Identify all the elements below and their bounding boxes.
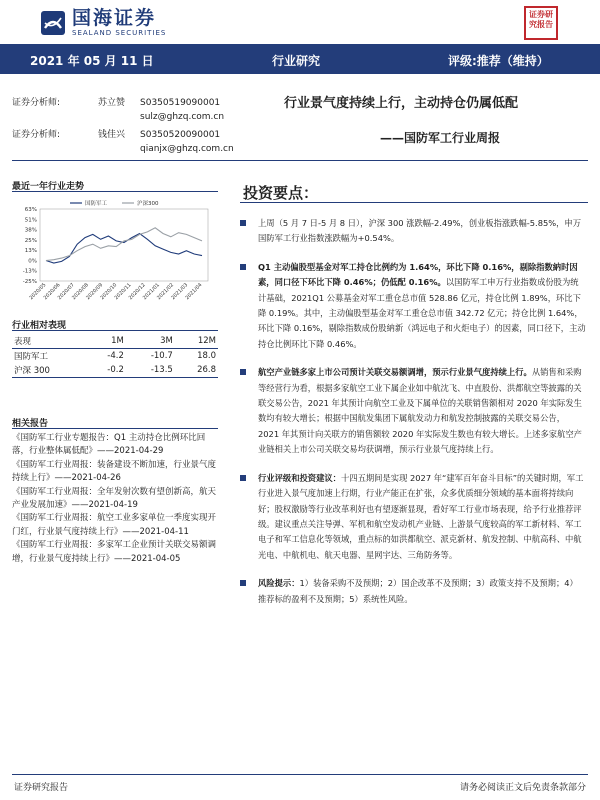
trend-chart bbox=[12, 197, 212, 309]
report-link-text[interactable]: 《国防军工行业专题报告：Q1 主动持仓比例环比回落，行业整体属低配》 bbox=[12, 433, 206, 457]
table-header-cell: 3M bbox=[126, 334, 175, 349]
analyst-row-1 bbox=[12, 96, 234, 110]
related-report-item[interactable] bbox=[12, 486, 220, 513]
seal-text: 证券研究报告 bbox=[529, 10, 553, 29]
logo-mark-icon bbox=[40, 10, 66, 36]
table-cell: 18.0 bbox=[197, 351, 216, 361]
point-lead: 航空产业链多家上市公司预计关联交易额调增，预示行业景气度持续上行。 bbox=[258, 367, 532, 378]
table-row bbox=[12, 363, 218, 378]
report-category: 行业研究 bbox=[272, 54, 321, 68]
y-tick-label: 51% bbox=[24, 217, 37, 224]
plot-frame bbox=[40, 209, 208, 281]
related-reports-list bbox=[12, 432, 220, 566]
bullet-square-icon bbox=[240, 580, 246, 586]
reports-section-title: 相关报告 bbox=[12, 419, 49, 429]
x-tick-label: 2021/03 bbox=[170, 282, 190, 302]
divider bbox=[12, 160, 588, 161]
y-tick-label: -13% bbox=[22, 268, 37, 275]
bullet-square-icon bbox=[240, 264, 246, 270]
series-line-2 bbox=[46, 228, 202, 261]
report-link-date: ——2021-04-05 bbox=[114, 553, 181, 564]
divider bbox=[12, 191, 218, 192]
logo-name-cn: 国海证券 bbox=[72, 7, 157, 29]
x-tick-label: 2021/01 bbox=[141, 282, 161, 302]
analyst-cert: S0350519090001 bbox=[140, 98, 221, 108]
report-link-date: ——2021-04-29 bbox=[97, 446, 164, 457]
x-tick-label: 2020/08 bbox=[71, 282, 90, 302]
analyst-role: 证券分析师: bbox=[12, 130, 61, 140]
point-body: 上周（5 月 7 日-5 月 8 日），沪深 300 涨跌幅-2.49%，创业板指涨跌幅-5.85%，申万国防军工行业指数涨跌幅为+0.54%。 bbox=[258, 218, 582, 244]
point-item bbox=[240, 365, 586, 457]
legend-label: 沪深300 bbox=[137, 201, 159, 207]
x-tick-label: 2020/07 bbox=[56, 282, 76, 302]
point-item bbox=[240, 471, 586, 563]
point-text bbox=[258, 365, 586, 457]
report-date: 2021 年 05 月 11 日 bbox=[30, 54, 154, 68]
footer-left: 证券研究报告 bbox=[14, 783, 69, 793]
x-tick-label: 2021/02 bbox=[156, 282, 176, 302]
report-link-text[interactable]: 《国防军工行业周报：装备建设不断加速，行业景气度持续上行》 bbox=[12, 459, 217, 484]
perf-section-title: 行业相对表现 bbox=[12, 321, 67, 331]
table-cell: -0.2 bbox=[87, 363, 126, 378]
point-body: 十四五期间是实现 2027 年“建军百年奋斗目标”的关键时期，军工行业进入景气度加速上行期，行业产能正在扩张，众多优质细分领域的基本面将持续向好；股权激励等行业改革利好也有望逐渐显现，看好军工行业市场表现，给予行业推荐评级。建议重点关注导弹、军机和航空发动机产业链、上游景气度较高的军工新材料、军工电子和军工信息化等领域，重点标的如洪都航空、派克新材、航发控制、中航高科、中航光电、中航机电、航天电器、星网宇达、三角防务等。 bbox=[258, 472, 584, 560]
point-text bbox=[258, 471, 586, 563]
report-link-date: ——2021-04-19 bbox=[71, 500, 138, 511]
report-seal bbox=[524, 6, 558, 40]
table-header-cell: 1M bbox=[87, 334, 126, 349]
table-header-cell: 12M bbox=[175, 334, 218, 349]
bullet-square-icon bbox=[240, 220, 246, 226]
y-tick-label: 13% bbox=[24, 248, 37, 255]
report-link-text[interactable]: 《国防军工行业周报：全年发射次数有望创新高，航天产业发展加速》 bbox=[12, 486, 217, 511]
analyst-block bbox=[12, 96, 234, 156]
legend-label: 国防军工 bbox=[85, 201, 108, 207]
logo-name-en: SEALAND SECURITIES bbox=[72, 29, 167, 37]
report-link-date: ——2021-04-11 bbox=[122, 526, 189, 537]
point-lead: 行业评级和投资建议： bbox=[258, 472, 341, 483]
analyst-name: 苏立赞 bbox=[98, 98, 126, 108]
x-tick-label: 2020/09 bbox=[85, 282, 105, 302]
divider bbox=[12, 330, 218, 331]
chart-series bbox=[46, 228, 202, 263]
chart-section-title: 最近一年行业走势 bbox=[12, 182, 85, 192]
table-cell: 沪深 300 bbox=[12, 363, 87, 378]
analyst-email[interactable]: qianjx@ghzq.com.cn bbox=[140, 144, 234, 154]
y-tick-label: 0% bbox=[28, 258, 37, 265]
related-report-item[interactable] bbox=[12, 459, 220, 486]
point-text bbox=[258, 576, 586, 607]
y-tick-label: 38% bbox=[24, 227, 37, 234]
x-tick-label: 2020/10 bbox=[99, 282, 119, 302]
report-link-date: ——2021-04-26 bbox=[54, 473, 121, 484]
report-title: 行业景气度持续上行，主动持仓仍属低配 bbox=[283, 96, 518, 111]
table-cell: 国防军工 bbox=[14, 352, 49, 362]
analyst-name: 钱佳兴 bbox=[98, 130, 126, 140]
table-header-row bbox=[12, 334, 218, 349]
point-lead: 风险提示： bbox=[258, 578, 300, 589]
y-tick-label: -25% bbox=[22, 279, 37, 285]
divider bbox=[12, 428, 218, 429]
performance-table bbox=[12, 334, 218, 378]
analyst-email-row-2 bbox=[12, 142, 234, 156]
footer-divider bbox=[12, 774, 588, 775]
x-tick-label: 2020/05 bbox=[28, 282, 48, 302]
point-body: 以国防军工申万行业指数成份股为统计基础，2021Q1 公募基金对军工重仓总市值 528.86 亿元，持仓比例 1.89%，环比下降 0.19%。其中，主动偏股型基金对军工重仓总市值 342.72 亿元；持仓比例 1.64%，环比下降 0.16%，剔除指数成份股納新（鸿远电子和火炬电子）的因素，同口径下，主动持仓比例环比下降 0.46%。 bbox=[258, 277, 586, 349]
point-text bbox=[258, 216, 586, 247]
series-line-1 bbox=[46, 234, 202, 264]
analyst-row-2 bbox=[12, 128, 234, 142]
table-cell: -10.7 bbox=[150, 351, 173, 361]
report-link-text[interactable]: 《国防军工行业周报：多家军工企业预计关联交易额调增，行业景气度持续上行》 bbox=[12, 540, 217, 564]
table-cell: 26.8 bbox=[175, 363, 218, 378]
investment-points bbox=[240, 216, 586, 620]
analyst-cert: S0350520090001 bbox=[140, 130, 221, 140]
x-tick-label: 2020/06 bbox=[42, 282, 62, 302]
company-logo bbox=[40, 8, 166, 37]
report-subtitle: ——国防军工行业周报 bbox=[380, 131, 501, 145]
table-cell: -4.2 bbox=[107, 351, 124, 361]
chart-x-axis bbox=[28, 282, 203, 301]
footer-right: 请务必阅读正文后免责条款部分 bbox=[459, 783, 586, 793]
x-tick-label: 2021/04 bbox=[184, 282, 204, 302]
point-item bbox=[240, 576, 586, 607]
analyst-email-row-1 bbox=[12, 110, 234, 124]
x-tick-label: 2020/12 bbox=[127, 282, 147, 302]
y-tick-label: 63% bbox=[24, 207, 37, 213]
point-item bbox=[240, 216, 586, 247]
y-tick-label: 25% bbox=[24, 237, 37, 244]
table-row bbox=[12, 349, 218, 364]
table-cell: -13.5 bbox=[126, 363, 175, 378]
point-body: 从销售和采购等经营行为看，根据多家航空工业下属企业如中航沈飞、中直股份、洪都航空等披露的关联交易公告，2021 年其预计向航空工业及下属单位的关联销售额相对 2020 年实际发生数均有较大增长；根据中国航发集团下属航发动力和航发控制披露的关联交易公告，2021 年其预计向关联方的销售额较 2020 年实际发生数也有较大增长。上述多家航空产业链相关上市公司关联交易均获调增，预示行业景气度持续上行。 bbox=[258, 367, 582, 455]
analyst-role: 证券分析师: bbox=[12, 98, 61, 108]
point-item bbox=[240, 260, 586, 352]
point-text bbox=[258, 260, 586, 352]
bullet-square-icon bbox=[240, 369, 246, 375]
chart-legend bbox=[70, 199, 159, 207]
bullet-square-icon bbox=[240, 475, 246, 481]
related-report-item[interactable] bbox=[12, 432, 220, 459]
divider bbox=[240, 202, 588, 203]
point-lead: Q1 主动偏股型基金对军工持仓比例约为 1.64%，环比下降 0.16%，剔除指数納时因素，同口径下环比下降 0.46%；仍低配 0.16%。 bbox=[258, 261, 578, 288]
analyst-email[interactable]: sulz@ghzq.com.cn bbox=[140, 112, 225, 122]
table-header-cell: 表现 bbox=[12, 334, 87, 349]
report-link-text[interactable]: 《国防军工行业周报：航空工业多家单位一季度实现开门红，行业景气度持续上行》 bbox=[12, 513, 217, 537]
related-report-item[interactable] bbox=[12, 539, 220, 566]
related-report-item[interactable] bbox=[12, 512, 220, 539]
point-body: 1）装备采购不及预期；2）国企改革不及预期；3）政策支持不及预期；4）推荐标的盈利不及预期；5）系统性风险。 bbox=[258, 578, 578, 604]
report-rating: 评级:推荐（维持） bbox=[448, 54, 549, 68]
header-banner bbox=[0, 44, 600, 74]
x-tick-label: 2020/11 bbox=[113, 282, 133, 302]
investment-highlights-heading: 投资要点： bbox=[243, 184, 319, 202]
